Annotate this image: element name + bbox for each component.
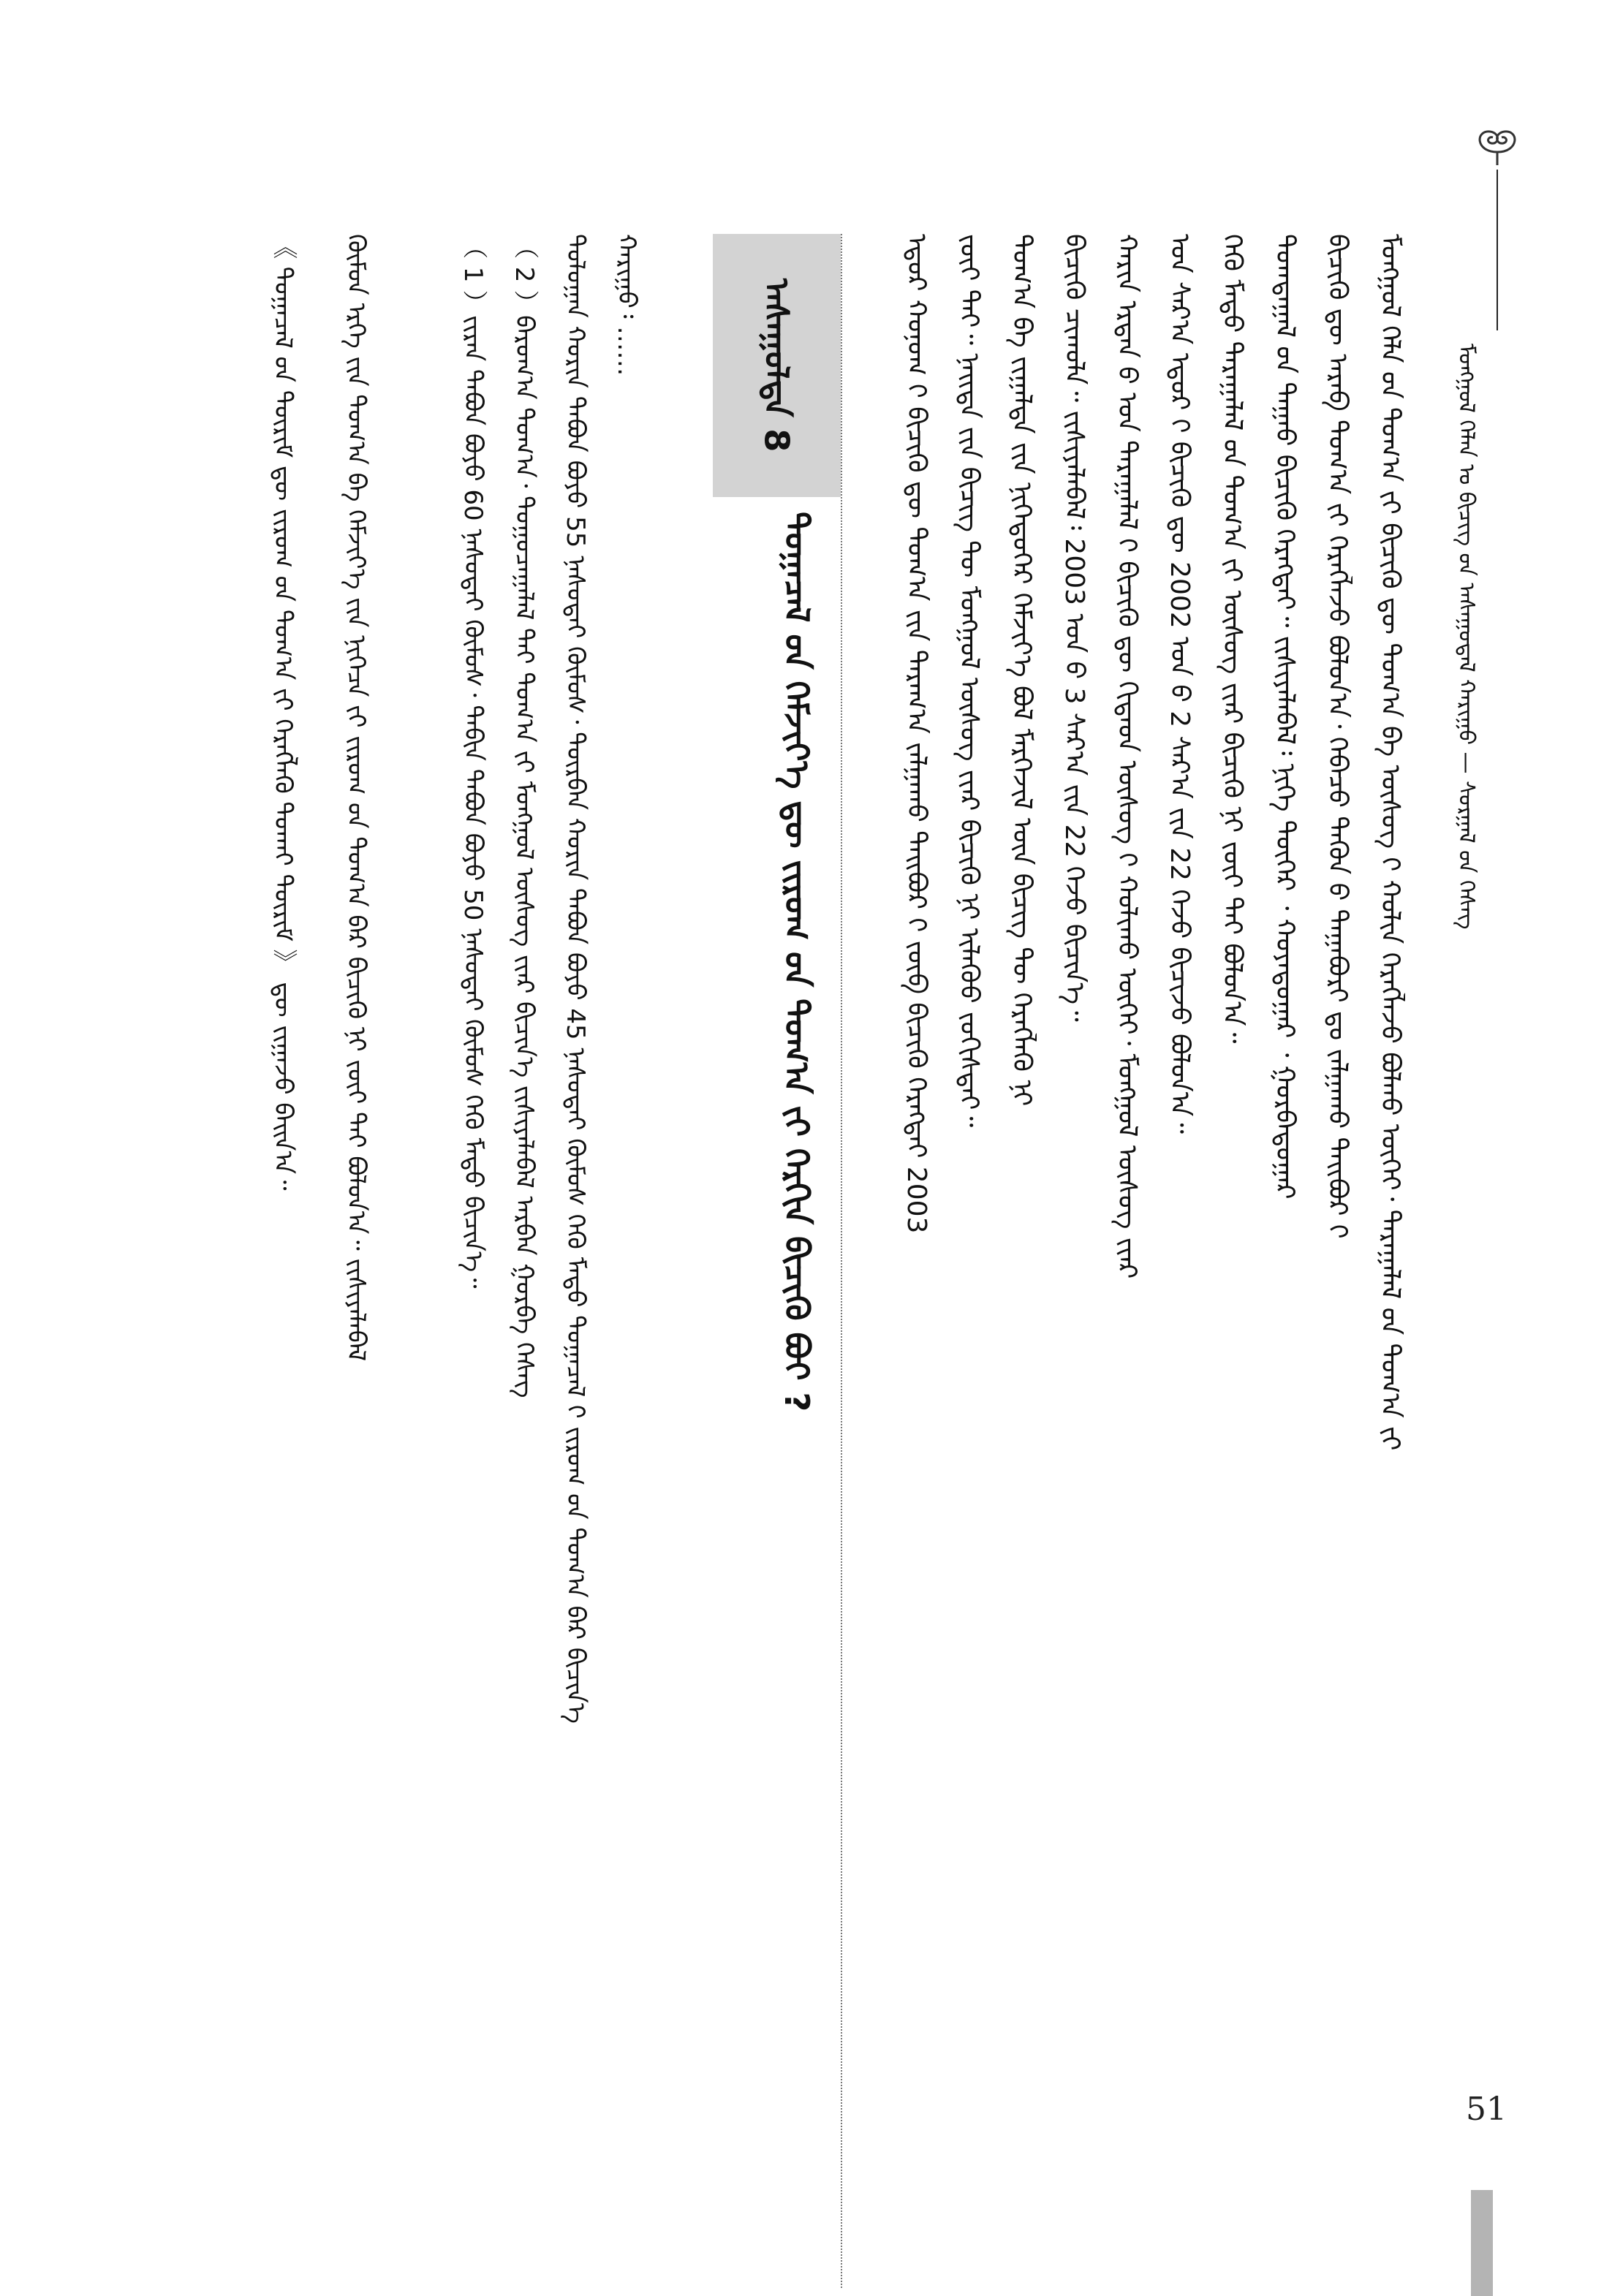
body-column: ᠬᠠᠷᠢᠨ ᠡᠷᠲᠡᠨ ᠦ᠌ ᠣᠨ ᠳᠠᠷᠠᠭᠠᠯᠠᠯ ᠢ᠋ ᠪᠢᠴᠢᠬᠦ ᠳᠦ ᠬᠢᠲᠠᠳ ᠦᠰᠦᠭ ᠢ᠋ ᠬᠣᠯᠢᠬᠤ ᠦᠭᠡᠢ᠂ ᠮᠣᠩᠭᠣᠯ ᠦᠰᠦᠭ ᠢ᠋ᠶ᠋ᠡᠷ [1112, 234, 1142, 1279]
body-column: ᠲᠣᠭᠲᠠᠭᠠᠯ ᠤ᠋ᠨ ᠳᠠᠭᠠᠤ ᠪᠢᠴᠢᠬᠦ ᠬᠡᠷᠡᠭᠲᠡᠢ᠃ ᠵᠢᠱᠢᠶᠡᠯᠡᠪᠡᠯ᠄ ᠨᠢᠭᠡ ᠳᠦᠭᠡᠷ ᠂ ᠬᠣᠶᠠᠳᠣᠭᠠᠷ ᠂ ᠭᠤᠷᠪᠠᠳᠤᠭᠠᠷ [1270, 234, 1300, 1200]
edge-tab [1471, 2190, 1493, 2296]
body-column: ᠡᠳᠦᠷ ᠬᠣᠨᠣᠭ ᠢ᠋ ᠪᠢᠴᠢᠬᠦ ᠳᠦ ᠲᠣᠭ᠎ᠠ ᠶ᠋ᠢᠨ ᠳᠠᠷᠠᠭ᠎ᠠ ᠵᠠᠯᠭᠠᠬᠤ ᠳᠠᠢᠪᠤᠷ ᠢ᠋ ᠵᠦᠪ ᠪᠢᠴᠢᠬᠦ ᠬᠡᠷᠡᠭᠲᠡᠢ 2003 [901, 234, 931, 1234]
body-column: ᠣᠨ ᠰᠠᠷ᠎ᠠ ᠡᠳᠦᠷ ᠢ᠋ ᠪᠢᠴᠢᠬᠦ ᠳᠦ 2002 ᠣᠨ ᠤ᠋ 2 ᠰᠠᠷ᠎ᠠ ᠶ᠋ᠢᠨ 22 ᠭᠡᠵᠦ ᠪᠢᠴᠢᠵᠦ ᠪᠣᠯᠣᠨ᠎ᠠ᠃ [1165, 234, 1195, 1134]
body-column: ᠲᠣᠭ᠎ᠠ ᠪᠠ ᠵᠢᠭᠠᠯᠲᠠ ᠶ᠋ᠢᠨ ᠨᠢᠭᠡᠳᠦᠭᠡᠷ ᠬᠡᠮᠵᠢᠶ᠎ᠡ ᠪᠣᠯ ᠮᠡᠷᠭᠡᠵᠢᠯ ᠦ᠌ᠨ ᠪᠢᠴᠢᠭ ᠲᠦ ᠬᠡᠷᠡᠭᠯᠡᠬᠦ ᠨᠢ [1007, 234, 1037, 1107]
answer-column: （ 1 ）ᠵᠢᠷᠠᠨ ᠲᠠᠪᠤᠨ ᠪᠤᠶᠤ 60 ᠨᠠᠰᠤᠲᠠᠢ ᠬᠦᠮᠦᠰ᠂ ᠲᠠᠪᠢᠨ ᠲᠠᠪᠤᠨ ᠪᠤᠶᠤ 50 ᠨᠠᠰᠤᠲᠠᠢ ᠬᠦᠮᠦᠰ ᠭᠡᠬᠦ ᠮᠡᠲᠦ ᠪᠢᠴᠢᠨ᠎ᠡ᠃ [458, 234, 488, 1289]
section-title: ᠲᠣᠭᠠᠴᠠᠯ ᠤ᠋ᠨ ᠬᠡᠮᠵᠢᠶ᠎ᠡ ᠳᠦ ᠵᠢᠷᠣᠭ ᠤ᠋ᠨ ᠲᠣᠭ᠎ᠠ ᠶ᠋ᠢ ᠬᠡᠷᠬᠢᠨ ᠪᠢᠴᠢᠬᠦ ᠪᠤᠢ ? [777, 512, 817, 1412]
running-header: ᠮᠣᠩᠭᠣᠯ ᠬᠡᠯᠡᠨ ᠤ ᠪᠢᠴᠢᠭ ᠤ᠋ᠨ ᠠᠰᠠᠭᠤᠳᠠᠯ ᠬᠠᠷᠢᠭᠤ — ᠰᠤᠷᠭᠠᠯ ᠤ᠋ᠨ ᠬᠡᠰᠡᠭ [1453, 344, 1479, 930]
answer-column: 《 ᠲᠣᠭᠠᠴᠠᠯ ᠤ᠋ᠨ ᠳᠦᠷᠢᠮ ᠳᠦ ᠵᠢᠷᠣᠭ ᠤ᠋ᠨ ᠲᠣᠭ᠎ᠠ ᠶ᠋ᠢ ᠬᠡᠷᠡᠭᠯᠡᠬᠦ ᠲᠤᠬᠠᠢ ᠳᠦᠷᠢᠮ 》 ᠳᠦ ᠵᠢᠭᠠᠵᠤ ᠪᠠᠢᠨ᠎ᠠ᠃ [268, 234, 298, 1191]
body-column: ᠵᠦᠢ ᠲᠠᠢ᠃ ᠨᠡᠢᠲᠡ ᠶ᠋ᠢᠨ ᠪᠢᠴᠢᠭ ᠲᠦ ᠮᠣᠩᠭᠣᠯ ᠦᠰᠦᠭ ᠢ᠋ᠶ᠋ᠡᠷ ᠪᠢᠴᠢᠬᠦ ᠨᠢ ᠢᠯᠡᠭᠦᠦ ᠵᠣᠬᠢᠰᠲᠠᠢ᠃ [954, 234, 984, 1128]
section-label: ᠠᠰᠠᠭᠤᠯᠲᠠ 8 [757, 279, 797, 452]
body-column: ᠪᠢᠴᠢᠬᠦ ᠴᠢᠬᠤᠯᠠ᠃ ᠵᠢᠱᠢᠶᠡᠯᠡᠪᠡᠯ᠄ 2003 ᠣᠨ ᠤ᠋ 3 ᠰᠠᠷ᠎ᠠ ᠶ᠋ᠢᠨ 22 ᠭᠡᠵᠦ ᠪᠢᠴᠢᠨ᠎ᠡ᠃ [1059, 234, 1089, 1022]
header-rule [1497, 170, 1498, 330]
body-column: ᠮᠣᠩᠭᠣᠯ ᠬᠡᠯᠡ ᠤ᠋ᠨ ᠲᠣᠭ᠎ᠠ ᠶ᠋ᠢ ᠪᠢᠴᠢᠬᠦ ᠳᠦ ᠲᠣᠭ᠎ᠠ ᠪᠠ ᠦᠰᠦᠭ ᠢ᠋ ᠬᠣᠯᠢᠨ ᠬᠡᠷᠡᠭᠯᠡᠵᠦ ᠪᠣᠯᠬᠤ ᠦᠭᠡᠢ᠂ ᠳᠠᠷᠠᠭᠠᠯᠠᠯ ᠤ᠋ᠨ ᠲᠣᠭ᠎ᠠ ᠶ᠋ᠢ [1375, 234, 1405, 1451]
answer-column: ᠬᠠᠷᠢᠭᠤ᠄ …… [612, 234, 641, 376]
scroll-ornament-icon [1468, 123, 1526, 167]
section-label-box [713, 234, 841, 497]
body-column: ᠪᠢᠴᠢᠬᠦ ᠳᠦ ᠠᠷᠠᠪ ᠲᠣᠭ᠎ᠠ ᠶ᠋ᠢ ᠬᠡᠷᠡᠭᠯᠡᠵᠦ ᠪᠣᠯᠣᠨ᠎ᠠ᠂ ᠭᠡᠪᠡᠴᠦ ᠲᠡᠭᠦᠨ ᠦ᠌ ᠳᠠᠭᠠᠪᠤᠷᠢ ᠳᠤ ᠵᠠᠯᠭᠠᠬᠤ ᠳᠠᠢᠪᠤᠷ ᠢ᠋ [1323, 234, 1352, 1239]
answer-column: ᠳᠤᠯᠤᠭᠠᠨ ᠬᠣᠷᠢᠨ ᠲᠠᠪᠤᠨ ᠪᠤᠶᠤ 55 ᠨᠠᠰᠤᠲᠠᠢ ᠬᠦᠮᠦᠰ᠂ ᠳᠥᠷᠪᠡᠨ ᠬᠣᠷᠢᠨ ᠲᠠᠪᠤᠨ ᠪᠤᠶᠤ 45 ᠨᠠᠰᠤᠲᠠᠢ ᠬᠦᠮᠦᠰ ᠭᠡᠬᠦ ᠮᠡᠲᠦ ᠲᠣᠭᠠᠴᠠᠯ ᠢ᠋ ᠵᠢᠷᠣᠭ ᠤ᠋ᠨ ᠲᠣᠭ᠎ᠠ ᠪᠠᠷ ᠪᠢᠴᠢᠨ᠎ᠡ [561, 234, 590, 1724]
body-column: ᠭᠡᠬᠦ ᠮᠡᠲᠦ ᠳᠠᠷᠠᠭᠠᠯᠠᠯ ᠤ᠋ᠨ ᠲᠣᠭ᠎ᠠ ᠶ᠋ᠢ ᠦᠰᠦᠭ ᠢ᠋ᠶ᠋ᠡᠷ ᠪᠢᠴᠢᠬᠦ ᠨᠢ ᠵᠦᠢ ᠲᠠᠢ ᠪᠣᠯᠤᠨ᠎ᠠ᠃ [1217, 234, 1247, 1044]
answer-column: ᠬᠦᠮᠦᠨ ᠡᠷᠬᠡ ᠶ᠋ᠢᠨ ᠲᠣᠭ᠎ᠠ ᠪᠠ ᠬᠡᠮᠵᠢᠶ᠎ᠡ ᠶ᠋ᠢᠨ ᠨᠢᠭᠡᠴᠡ ᠶ᠋ᠢ ᠵᠢᠷᠣᠭ ᠤ᠋ᠨ ᠲᠣᠭ᠎ᠠ ᠪᠠᠷ ᠪᠢᠴᠢᠬᠦ ᠨᠢ ᠵᠦᠢ ᠲᠠᠢ ᠪᠣᠯᠤᠨ᠎ᠠ᠃ ᠵᠢᠱᠢᠶᠡᠯᠡᠪᠡᠯ [341, 234, 371, 1362]
answer-column: （ 2 ）ᠪᠠᠷᠤᠭ᠎ᠠ ᠲᠣᠭ᠎ᠠ᠂ ᠲᠣᠭᠣᠴᠠᠭᠠᠯᠠᠯ ᠲᠠᠢ ᠲᠣᠭ᠎ᠠ ᠶ᠋ᠢ ᠮᠣᠩᠭᠣᠯ ᠦᠰᠦᠭ ᠢ᠋ᠶ᠋ᠡᠷ ᠪᠢᠴᠢᠨ᠎ᠡ ᠵᠢᠱᠢᠶᠡᠯᠡᠪᠡᠯ ᠠᠷᠪᠠᠨ ᠭᠤᠷᠪᠠ ᠬᠡᠰᠡᠭ [510, 234, 539, 1398]
page-number: 51 [1466, 2091, 1507, 2128]
